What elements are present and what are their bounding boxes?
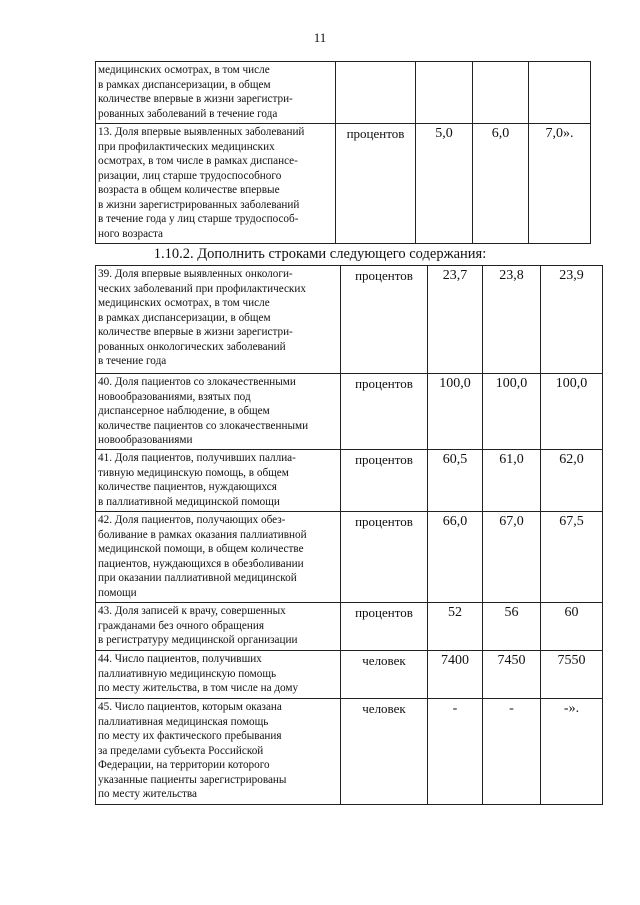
indicator-description: 41. Доля пациентов, получивших паллиа- тивную медицинскую помощь, в общем количестве пациентов, нуждающихся в паллиативной медицинской помощи xyxy=(96,450,341,512)
indicator-description: 42. Доля пациентов, получающих обез- боливание в рамках оказания паллиативной медицинской помощи, в общем количестве пациентов, нуждающихся в обезболивании при оказании паллиативной медицинской помощи xyxy=(96,512,341,603)
table-row xyxy=(96,512,603,603)
value-year-1: 5,0 xyxy=(416,124,473,244)
indicator-description: 43. Доля записей к врачу, совершенных гражданами без очного обращения в регистратуру медицинской организации xyxy=(96,603,341,651)
indicator-unit: процентов xyxy=(341,450,428,512)
value-year-3: 60 xyxy=(541,603,603,651)
value-year-1 xyxy=(416,62,473,124)
indicator-unit: процентов xyxy=(336,124,416,244)
indicator-table-new-rows xyxy=(95,265,603,805)
value-year-1: 23,7 xyxy=(428,266,483,374)
value-year-2: 6,0 xyxy=(473,124,529,244)
value-year-1: 7400 xyxy=(428,651,483,699)
value-year-1: - xyxy=(428,699,483,805)
indicator-unit: процентов xyxy=(341,374,428,450)
value-year-1: 66,0 xyxy=(428,512,483,603)
value-year-2: 7450 xyxy=(483,651,541,699)
indicator-unit xyxy=(336,62,416,124)
value-year-3: 62,0 xyxy=(541,450,603,512)
table-row xyxy=(96,266,603,374)
value-year-2: 56 xyxy=(483,603,541,651)
indicator-unit: процентов xyxy=(341,266,428,374)
value-year-1: 100,0 xyxy=(428,374,483,450)
value-year-3: 100,0 xyxy=(541,374,603,450)
page-number: 11 xyxy=(313,30,327,45)
indicator-unit: процентов xyxy=(341,603,428,651)
table-row xyxy=(96,124,591,244)
value-year-2: - xyxy=(483,699,541,805)
value-year-3: 67,5 xyxy=(541,512,603,603)
value-year-2: 23,8 xyxy=(483,266,541,374)
indicator-unit: человек xyxy=(341,699,428,805)
value-year-3 xyxy=(529,62,591,124)
section-heading: 1.10.2. Дополнить строками следующего содержания: xyxy=(153,246,487,262)
value-year-3: 7,0». xyxy=(529,124,591,244)
indicator-unit: процентов xyxy=(341,512,428,603)
value-year-2 xyxy=(473,62,529,124)
indicator-table-continued xyxy=(95,61,591,244)
value-year-2: 61,0 xyxy=(483,450,541,512)
table-row xyxy=(96,651,603,699)
indicator-description: 44. Число пациентов, получивших паллиативную медицинскую помощь по месту жительства, в том числе на дому xyxy=(96,651,341,699)
value-year-2: 100,0 xyxy=(483,374,541,450)
indicator-unit: человек xyxy=(341,651,428,699)
value-year-3: 7550 xyxy=(541,651,603,699)
table-row xyxy=(96,374,603,450)
indicator-description: 39. Доля впервые выявленных онкологи- ческих заболеваний при профилактических медицинских осмотрах, в том числе в рамках диспансеризации, в общем количестве впервые в жизни зарегистри- рованных онкологических заболеваний в течение года xyxy=(96,266,341,374)
table-row xyxy=(96,62,591,124)
indicator-description: медицинских осмотрах, в том числе в рамках диспансеризации, в общем количестве впервые в жизни зарегистри- рованных заболеваний в течение года xyxy=(96,62,336,124)
indicator-description: 13. Доля впервые выявленных заболеваний при профилактических медицинских осмотрах, в том числе в рамках диспансе- ризации, лиц старше трудоспособного возраста в общем количестве впервые в жизни зарегистрированных заболеваний в течение года у лиц старше трудоспособ- ного возраста xyxy=(96,124,336,244)
value-year-3: 23,9 xyxy=(541,266,603,374)
value-year-1: 52 xyxy=(428,603,483,651)
table-row xyxy=(96,450,603,512)
value-year-1: 60,5 xyxy=(428,450,483,512)
indicator-description: 40. Доля пациентов со злокачественными новообразованиями, взятых под диспансерное наблюдение, в общем количестве пациентов со злокачественными новообразованиями xyxy=(96,374,341,450)
indicator-description: 45. Число пациентов, которым оказана паллиативная медицинская помощь по месту их фактического пребывания за пределами субъекта Российской Федерации, на территории которого указанные пациенты зарегистрированы по месту жительства xyxy=(96,699,341,805)
value-year-2: 67,0 xyxy=(483,512,541,603)
value-year-3: -». xyxy=(541,699,603,805)
table-row xyxy=(96,699,603,805)
table-row xyxy=(96,603,603,651)
